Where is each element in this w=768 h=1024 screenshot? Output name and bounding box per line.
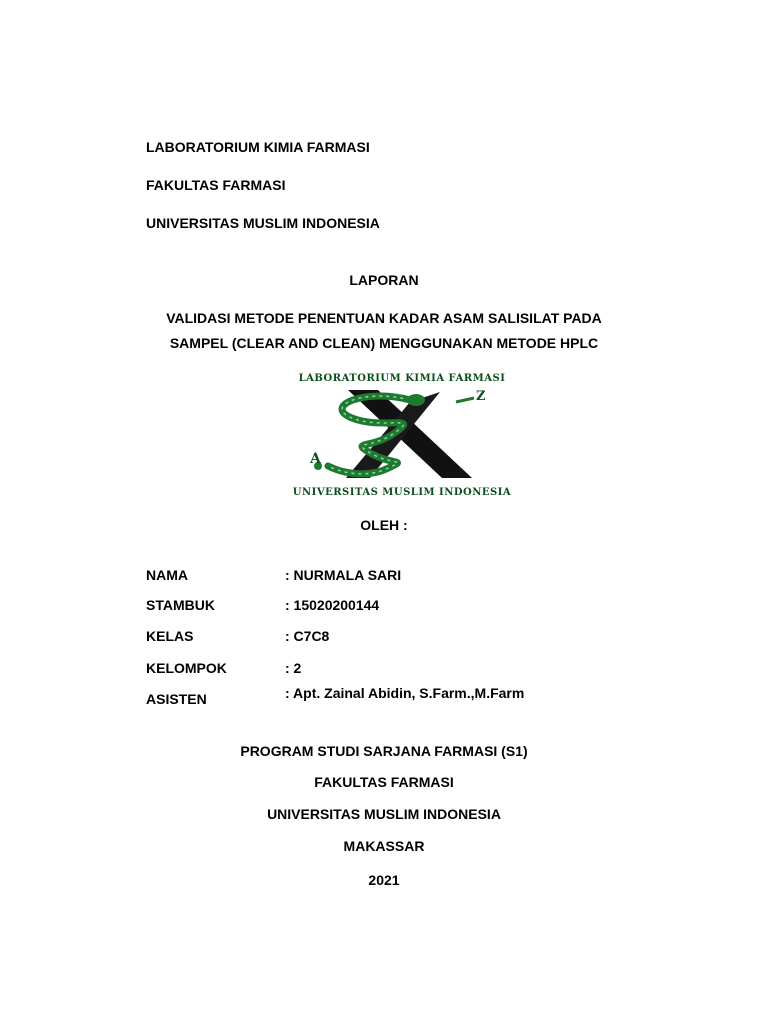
header-faculty: FAKULTAS FARMASI xyxy=(146,177,286,193)
footer-university: UNIVERSITAS MUSLIM INDONESIA xyxy=(267,806,501,822)
identity-label-asisten: ASISTEN xyxy=(146,691,207,707)
identity-label-nama: NAMA xyxy=(146,567,188,583)
header-lab-name: LABORATORIUM KIMIA FARMASI xyxy=(146,139,370,155)
logo-letter-a: A xyxy=(310,451,321,467)
identity-label-kelompok: KELOMPOK xyxy=(146,660,227,676)
header-university: UNIVERSITAS MUSLIM INDONESIA xyxy=(146,215,380,231)
logo-z-bar xyxy=(456,398,474,402)
identity-label-kelas: KELAS xyxy=(146,628,194,644)
footer-program: PROGRAM STUDI SARJANA FARMASI (S1) xyxy=(240,743,528,759)
logo-letter-z: Z xyxy=(476,389,486,404)
identity-value-kelompok: : 2 xyxy=(285,660,302,676)
identity-value-stambuk: : 15020200144 xyxy=(285,597,380,613)
oleh-label: OLEH : xyxy=(360,517,408,533)
report-title-line1: VALIDASI METODE PENENTUAN KADAR ASAM SALISILAT PADA xyxy=(166,310,602,326)
logo-bottom-text: UNIVERSITAS MUSLIM INDONESIA xyxy=(292,487,512,498)
identity-value-kelas: : C7C8 xyxy=(285,628,330,644)
report-label: LAPORAN xyxy=(349,272,419,288)
identity-label-stambuk: STAMBUK xyxy=(146,597,215,613)
lab-logo xyxy=(260,362,544,502)
footer-faculty: FAKULTAS FARMASI xyxy=(314,774,454,790)
footer-city: MAKASSAR xyxy=(343,838,425,854)
footer-year: 2021 xyxy=(368,872,400,888)
identity-value-nama: : NURMALA SARI xyxy=(285,567,402,583)
identity-value-asisten: : Apt. Zainal Abidin, S.Farm.,M.Farm xyxy=(285,685,525,701)
logo-top-text: LABORATORIUM KIMIA FARMASI xyxy=(298,373,506,384)
logo-snake-head xyxy=(407,394,425,406)
report-title-line2: SAMPEL (CLEAR AND CLEAN) MENGGUNAKAN METODE HPLC xyxy=(169,335,599,351)
